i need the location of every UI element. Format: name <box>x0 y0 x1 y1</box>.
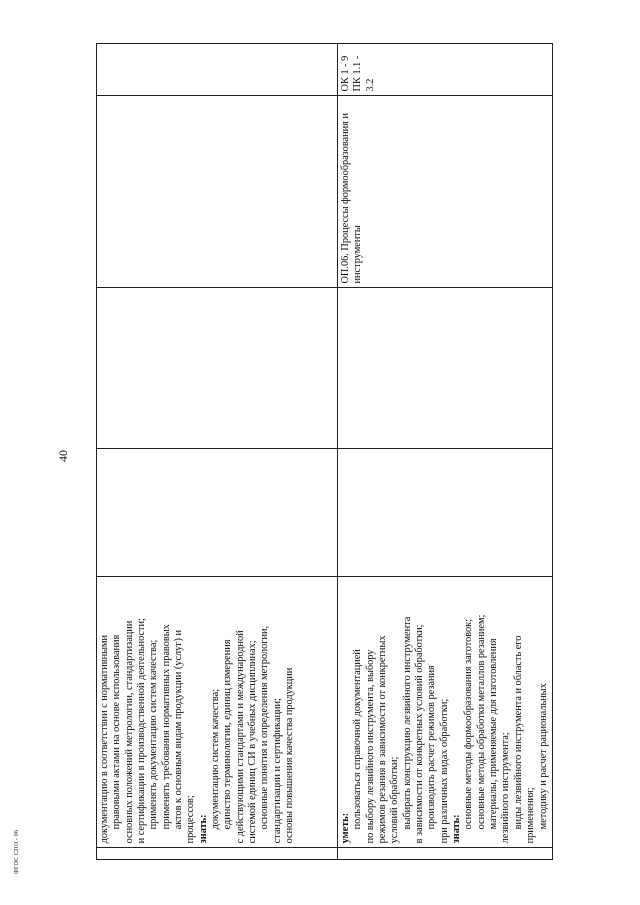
empty-cell <box>97 288 338 449</box>
text-line: правовыми актами на основе использования <box>111 634 123 830</box>
table-row <box>338 44 553 860</box>
text-line: знать: <box>197 814 209 844</box>
knowledge-cell <box>338 577 553 848</box>
text-line: единство терминологии, единиц измерения <box>222 639 234 830</box>
text-line: актов к основным видам продукции (услуг) и <box>173 629 185 830</box>
text-line: производить расчет режимов резания <box>426 665 438 830</box>
knowledge-list <box>340 581 550 843</box>
text-line: условий обработки; <box>389 756 401 844</box>
text-line: системой единиц СИ в учебных дисциплинах; <box>247 640 259 844</box>
empty-cell <box>338 449 553 577</box>
text-line: основы повышения качества продукции <box>284 667 296 844</box>
text-line: применения; <box>525 787 537 844</box>
text-line: документацию в соответствии с нормативными <box>99 634 110 844</box>
text-line: режимов резания в зависимости от конкретных <box>377 635 389 844</box>
text-line: уметь: <box>340 812 351 844</box>
text-line: знать: <box>451 814 463 844</box>
empty-cell <box>338 288 553 449</box>
text-line: основные методы формообразования заготовок; <box>463 618 475 830</box>
text-line: основные понятия и определения метрологии, <box>259 625 271 830</box>
competencies-cell: ОК 1 - 9 ПК 1.1 - 3.2 <box>338 44 553 96</box>
text-line: в зависимости от конкретных условий обработки; <box>414 624 426 844</box>
knowledge-list <box>99 581 297 843</box>
footer-code: ФГОС СПО - 06 <box>14 829 20 874</box>
page-number: 40 <box>56 450 70 462</box>
text-line: документацию систем качества; <box>210 688 222 830</box>
text-line: пользоваться справочной документацией <box>352 649 364 830</box>
text-line: с действующими стандартами и международной <box>234 630 246 844</box>
knowledge-cell <box>97 577 338 848</box>
text-line: при различных видах обработки; <box>438 698 450 844</box>
text-line: выбирать конструкцию лезвийного инструмента <box>401 616 413 830</box>
text-line: виды лезвийного инструмента и область его <box>512 635 524 830</box>
text-line: основные методы обработки металлов резанием; <box>475 614 487 830</box>
text-line: материалы, применяемые для изготовления <box>488 638 500 830</box>
empty-cell <box>97 96 338 288</box>
discipline-cell: ОП.06. Процессы формообразования и инструменты <box>338 96 553 288</box>
text-line: и сертификации в производственной деятельности; <box>136 618 148 844</box>
standards-table <box>96 43 553 860</box>
text-line: применять требования нормативных правовых <box>160 624 172 830</box>
text-line: методику и расчет рациональных <box>537 683 549 830</box>
text-line: основных положений метрологии, стандартизации <box>123 620 135 844</box>
rotated-table-container <box>96 43 549 860</box>
text-line: процессов; <box>185 795 197 844</box>
text-line: по выбору лезвийного инструмента, выбору <box>364 649 376 844</box>
text-line: применять документацию систем качества; <box>148 639 160 830</box>
text-line: стандартизации и сертификации; <box>271 698 283 844</box>
table-row <box>97 44 338 860</box>
competencies-cell <box>97 44 338 96</box>
index-cell <box>338 848 553 860</box>
text-line: лезвийного инструмента; <box>500 732 512 844</box>
index-cell <box>97 848 338 860</box>
discipline-cell <box>97 449 338 577</box>
